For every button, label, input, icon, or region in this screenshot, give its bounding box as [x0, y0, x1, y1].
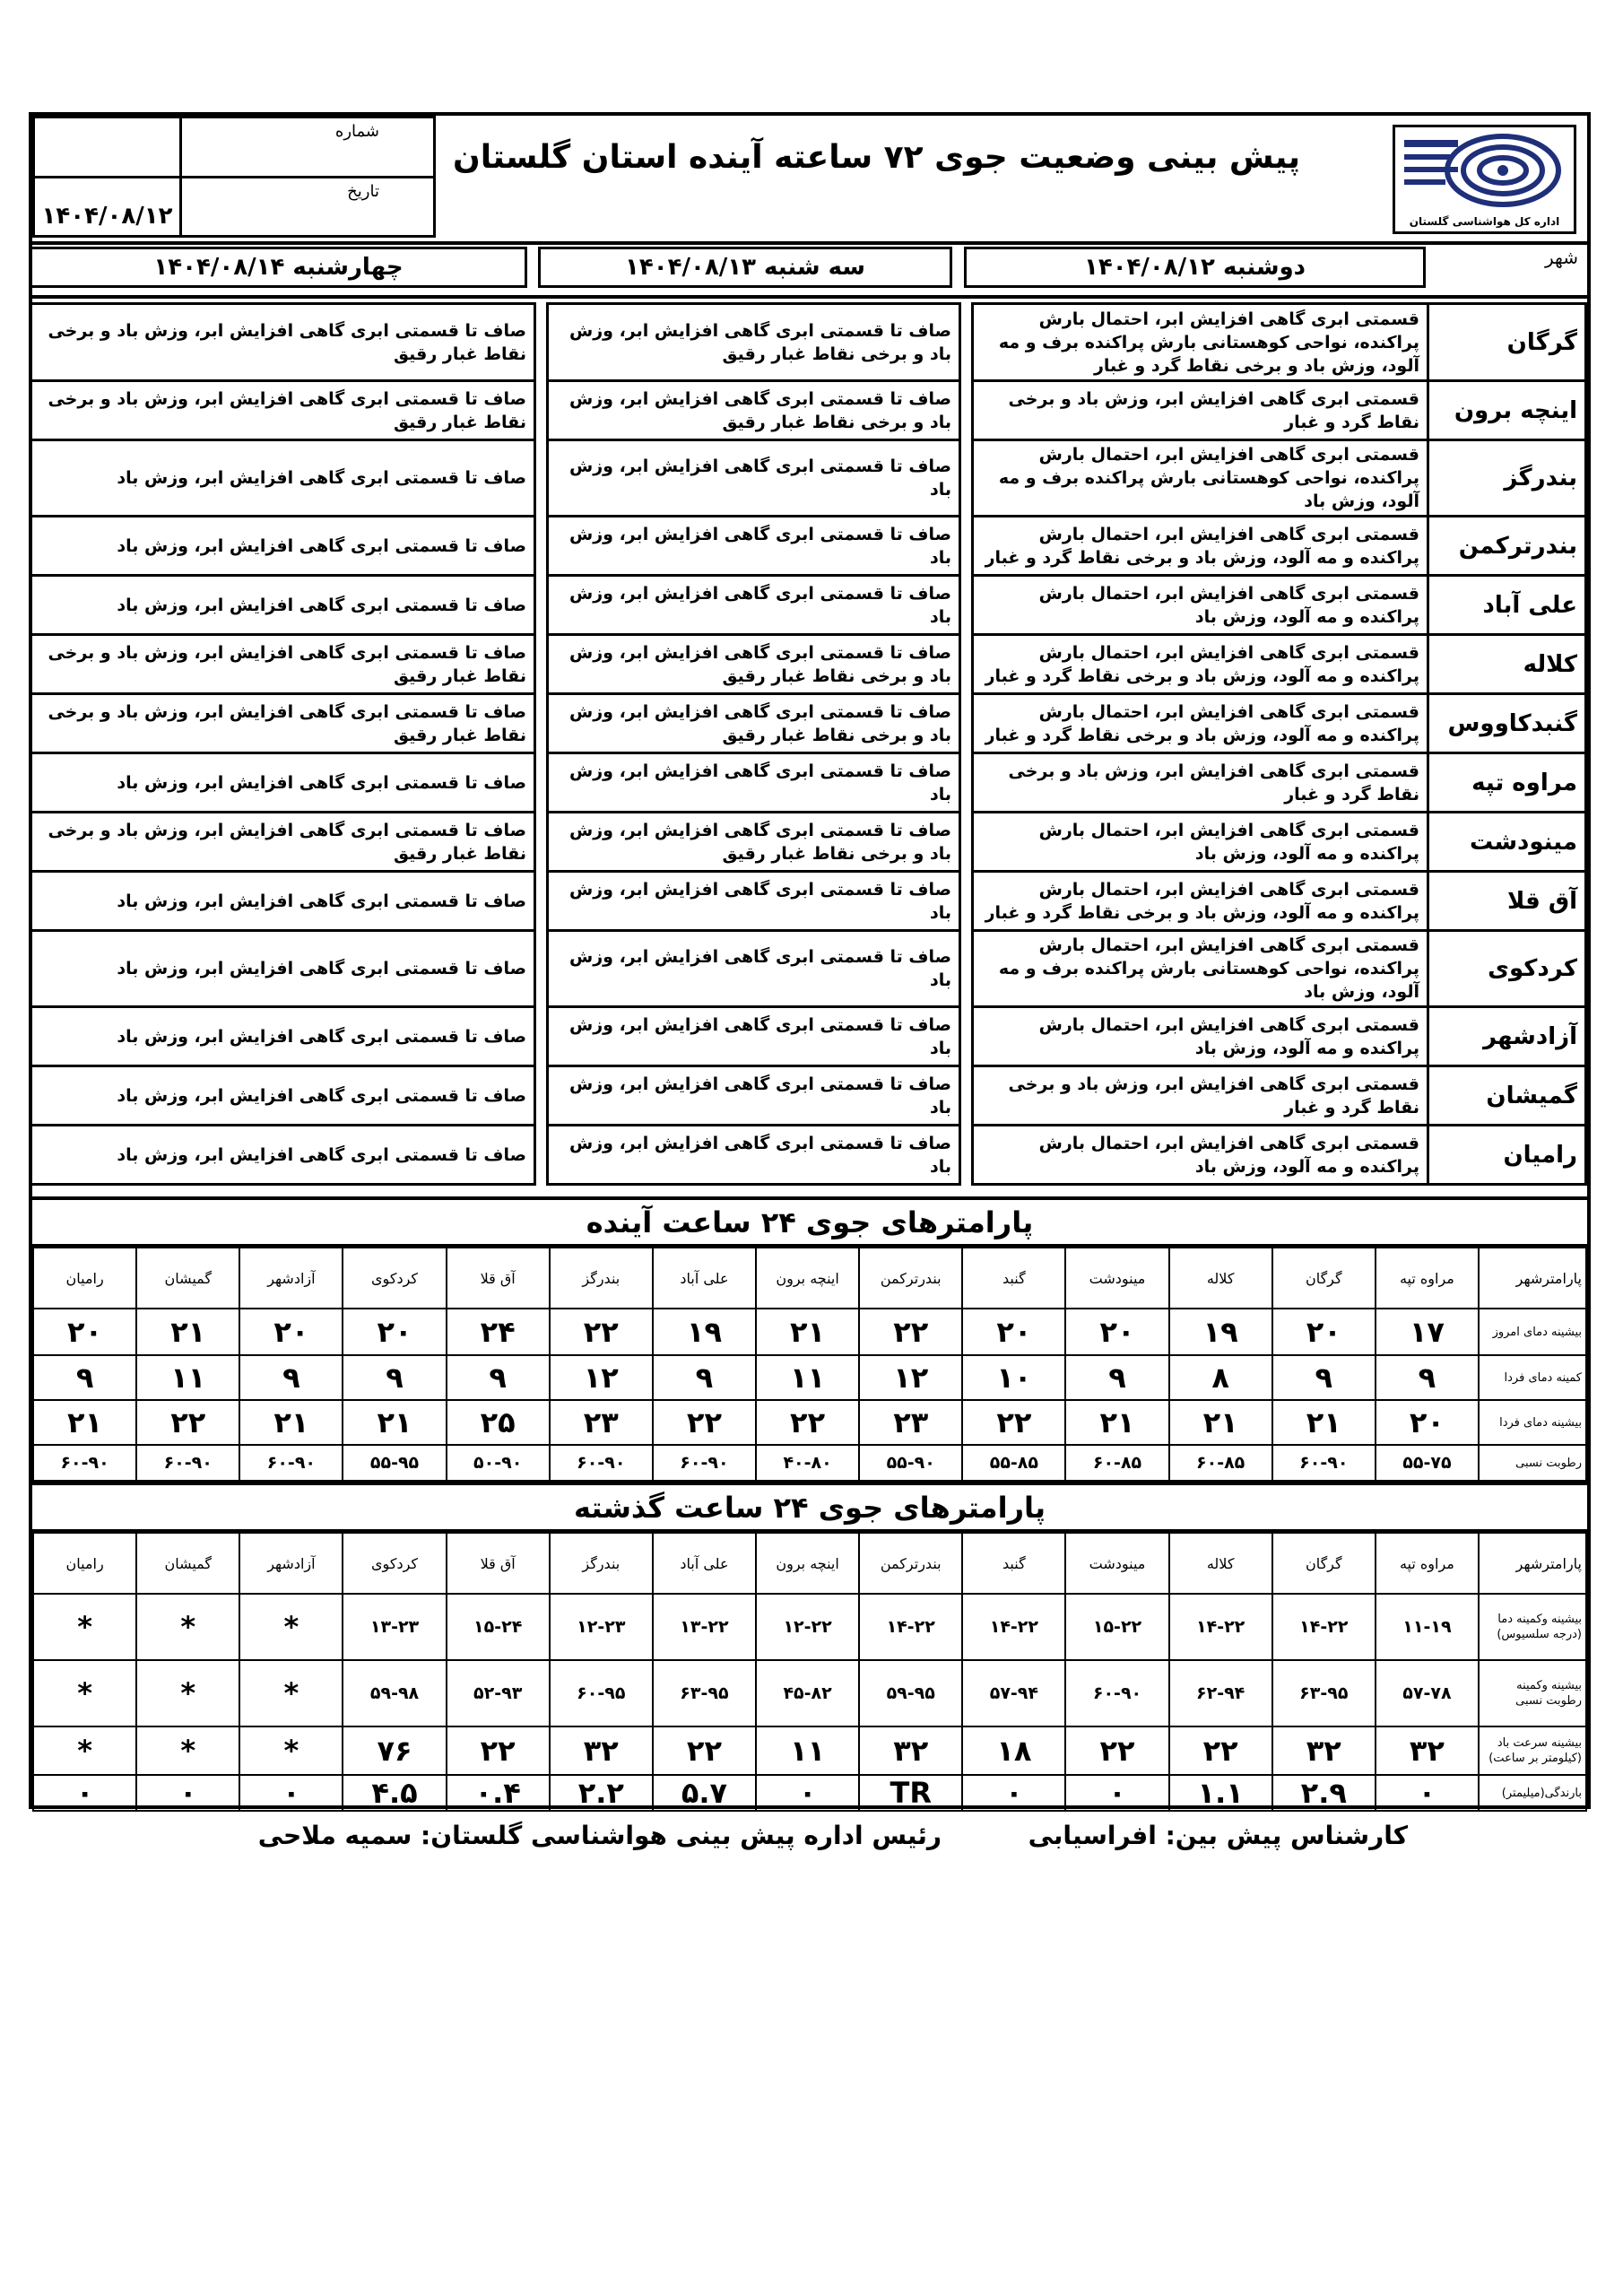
- column-gap: [535, 304, 548, 381]
- column-city: بندرترکمن: [859, 1533, 962, 1594]
- forecast-day1: قسمتی ابری گاهی افزایش ابر، احتمال بارش پراکنده و مه آلود، وزش باد و برخی نقاط گرد و غبار: [973, 635, 1428, 694]
- parameter-value: ۵.۷: [653, 1775, 756, 1811]
- parameter-label: بیشینه وکمینه دما (درجه سلسیوس): [1479, 1594, 1586, 1660]
- parameter-value: ۶۰-۹۰: [550, 1445, 653, 1481]
- column-city: گمیشان: [136, 1248, 239, 1309]
- date-label: تاریخ: [181, 177, 435, 237]
- column-city: کردکوی: [343, 1533, 446, 1594]
- column-gap: [535, 635, 548, 694]
- past24-title: پارامترهای جوی ۲۴ ساعت گذشته: [32, 1482, 1587, 1532]
- parameter-value: *: [239, 1726, 343, 1775]
- parameter-value: ۶۲-۹۴: [1169, 1660, 1272, 1726]
- parameter-value: TR: [859, 1775, 962, 1811]
- next24-data-row: [33, 1400, 1586, 1445]
- column-city: اینچه برون: [756, 1533, 859, 1594]
- column-gap: [960, 576, 973, 635]
- parameter-value: ۳۲: [859, 1726, 962, 1775]
- city-name: علی آباد: [1428, 576, 1586, 635]
- forecast-row: [31, 1066, 1586, 1126]
- forecast-day1: قسمتی ابری گاهی افزایش ابر، احتمال بارش پراکنده، نواحی کوهستانی بارش پراکنده برف و مه آلود، وزش باد و برخی نقاط گرد و غبار: [973, 304, 1428, 381]
- parameter-value: ۲۱: [239, 1400, 343, 1445]
- column-gap: [535, 517, 548, 576]
- parameter-value: ۹: [239, 1355, 343, 1400]
- past24-data-row: [33, 1726, 1586, 1775]
- forecast-day2: صاف تا قسمتی ابری گاهی افزایش ابر، وزش باد و برخی نقاط غبار رقیق: [548, 304, 960, 381]
- column-city: علی آباد: [653, 1248, 756, 1309]
- column-city: علی آباد: [653, 1533, 756, 1594]
- parameter-value: ۱۱-۱۹: [1376, 1594, 1479, 1660]
- meteorological-logo-icon: [1395, 127, 1574, 213]
- forecast-day1: قسمتی ابری گاهی افزایش ابر، احتمال بارش پراکنده و مه آلود، وزش باد: [973, 576, 1428, 635]
- parameter-value: ۲۲: [550, 1309, 653, 1355]
- parameter-value: ۲۱: [343, 1400, 446, 1445]
- parameter-label: بیشینه وکمینه رطوبت نسبی: [1479, 1660, 1586, 1726]
- forecast-day3: صاف تا قسمتی ابری گاهی افزایش ابر، وزش باد: [31, 1126, 535, 1185]
- parameter-value: ۰: [962, 1775, 1065, 1811]
- forecast-day1: قسمتی ابری گاهی افزایش ابر، احتمال بارش پراکنده و مه آلود، وزش باد و برخی نقاط گرد و غبار: [973, 872, 1428, 931]
- column-gap: [535, 1007, 548, 1066]
- forecast-day2: صاف تا قسمتی ابری گاهی افزایش ابر، وزش باد: [548, 872, 960, 931]
- column-gap: [535, 753, 548, 813]
- day-header-3: چهارشنبه ۱۴۰۴/۰۸/۱۴: [30, 247, 527, 288]
- parameter-value: ۶۰-۹۰: [239, 1445, 343, 1481]
- column-city: آق قلا: [447, 1248, 550, 1309]
- city-name: بندرگز: [1428, 440, 1586, 517]
- forecast-day2: صاف تا قسمتی ابری گاهی افزایش ابر، وزش باد: [548, 440, 960, 517]
- day-header-2: سه شنبه ۱۴۰۴/۰۸/۱۳: [538, 247, 952, 288]
- parameter-value: ۲۲: [447, 1726, 550, 1775]
- column-gap: [960, 1066, 973, 1126]
- column-gap: [535, 931, 548, 1007]
- column-city: بندرگز: [550, 1248, 653, 1309]
- column-city: مینودشت: [1065, 1533, 1168, 1594]
- column-gap: [535, 872, 548, 931]
- parameter-value: ۲۳: [550, 1400, 653, 1445]
- parameter-value: ۱۰: [962, 1355, 1065, 1400]
- column-gap: [960, 1126, 973, 1185]
- parameter-value: ۲۴: [447, 1309, 550, 1355]
- parameter-value: ۲۱: [756, 1309, 859, 1355]
- parameter-value: ۱۱: [756, 1726, 859, 1775]
- parameter-value: ۱۴-۲۲: [1272, 1594, 1376, 1660]
- column-gap: [535, 1066, 548, 1126]
- forecast-day2: صاف تا قسمتی ابری گاهی افزایش ابر، وزش باد: [548, 753, 960, 813]
- past24-data-row: [33, 1775, 1586, 1811]
- head-signature: رئیس اداره پیش بینی هواشناسی گلستان: سمیه ملاحی: [257, 1821, 942, 1850]
- column-city: اینچه برون: [756, 1248, 859, 1309]
- parameter-label: کمینه دمای فردا: [1479, 1355, 1586, 1400]
- forecast-day2: صاف تا قسمتی ابری گاهی افزایش ابر، وزش باد: [548, 576, 960, 635]
- forecaster-signature: کارشناس پیش بین: افراسیابی: [1028, 1821, 1408, 1850]
- forecast-day3: صاف تا قسمتی ابری گاهی افزایش ابر، وزش باد و برخی نقاط غبار رقیق: [31, 813, 535, 872]
- parameter-value: ۶۰-۹۰: [33, 1445, 136, 1481]
- column-city: گرگان: [1272, 1248, 1376, 1309]
- forecast-day1: قسمتی ابری گاهی افزایش ابر، احتمال بارش پراکنده، نواحی کوهستانی بارش پراکنده برف و مه آلود، وزش باد: [973, 440, 1428, 517]
- past24-data-row: [33, 1594, 1586, 1660]
- forecast-day2: صاف تا قسمتی ابری گاهی افزایش ابر، وزش باد: [548, 1066, 960, 1126]
- parameter-value: ۹: [447, 1355, 550, 1400]
- forecast-day2: صاف تا قسمتی ابری گاهی افزایش ابر، وزش باد و برخی نقاط غبار رقیق: [548, 694, 960, 753]
- forecast-day3: صاف تا قسمتی ابری گاهی افزایش ابر، وزش باد و برخی نقاط غبار رقیق: [31, 304, 535, 381]
- parameter-value: ۲۰: [1376, 1400, 1479, 1445]
- parameter-value: ۶۳-۹۵: [1272, 1660, 1376, 1726]
- city-name: رامیان: [1428, 1126, 1586, 1185]
- parameter-value: ۱۷: [1376, 1309, 1479, 1355]
- next24-data-row: [33, 1355, 1586, 1400]
- forecast-table: [32, 302, 1587, 1186]
- past24-data-row: [33, 1660, 1586, 1726]
- forecast-day2: صاف تا قسمتی ابری گاهی افزایش ابر، وزش باد و برخی نقاط غبار رقیق: [548, 635, 960, 694]
- parameter-value: ۲۱: [136, 1309, 239, 1355]
- parameter-value: ۹: [1376, 1355, 1479, 1400]
- next24-data-row: [33, 1309, 1586, 1355]
- parameter-value: ۶۰-۹۰: [653, 1445, 756, 1481]
- parameter-value: ۲۲: [859, 1309, 962, 1355]
- column-city: کلاله: [1169, 1248, 1272, 1309]
- parameter-value: ۶۰-۹۵: [550, 1660, 653, 1726]
- column-gap: [960, 517, 973, 576]
- parameter-value: ۵۹-۹۸: [343, 1660, 446, 1726]
- parameter-value: ۵۵-۸۵: [962, 1445, 1065, 1481]
- logo: [1393, 125, 1576, 234]
- parameter-value: ۲۰: [1065, 1309, 1168, 1355]
- column-city: رامیان: [33, 1533, 136, 1594]
- column-gap: [960, 440, 973, 517]
- parameter-value: ۵۲-۹۳: [447, 1660, 550, 1726]
- parameter-value: ۰.۴: [447, 1775, 550, 1811]
- column-city: رامیان: [33, 1248, 136, 1309]
- parameter-value: ۵۰-۹۰: [447, 1445, 550, 1481]
- parameter-value: ۶۰-۹۰: [1065, 1660, 1168, 1726]
- parameter-value: ۲۰: [239, 1309, 343, 1355]
- forecast-day2: صاف تا قسمتی ابری گاهی افزایش ابر، وزش باد: [548, 1126, 960, 1185]
- forecast-day1: قسمتی ابری گاهی افزایش ابر، احتمال بارش پراکنده و مه آلود، وزش باد: [973, 1007, 1428, 1066]
- parameter-value: ۶۰-۸۵: [1169, 1445, 1272, 1481]
- column-city: مراوه تپه: [1376, 1533, 1479, 1594]
- city-name: آزادشهر: [1428, 1007, 1586, 1066]
- parameter-value: ۰: [1376, 1775, 1479, 1811]
- parameter-value: ۱۲: [550, 1355, 653, 1400]
- parameter-value: ۶۳-۹۵: [653, 1660, 756, 1726]
- forecast-day3: صاف تا قسمتی ابری گاهی افزایش ابر، وزش باد: [31, 440, 535, 517]
- column-city: گنبد: [962, 1533, 1065, 1594]
- column-gap: [960, 694, 973, 753]
- parameter-value: ۶۰-۸۵: [1065, 1445, 1168, 1481]
- parameter-value: ۹: [343, 1355, 446, 1400]
- column-gap: [960, 872, 973, 931]
- column-gap: [535, 813, 548, 872]
- parameter-value: *: [33, 1660, 136, 1726]
- parameter-value: ۲۵: [447, 1400, 550, 1445]
- column-gap: [535, 694, 548, 753]
- parameter-value: ۲۰: [33, 1309, 136, 1355]
- column-city: مینودشت: [1065, 1248, 1168, 1309]
- page-title: پیش بینی وضعیت جوی ۷۲ ساعته آینده استان گلستان: [453, 139, 1300, 176]
- forecast-day1: قسمتی ابری گاهی افزایش ابر، احتمال بارش پراکنده و مه آلود، وزش باد: [973, 813, 1428, 872]
- forecast-day1: قسمتی ابری گاهی افزایش ابر، احتمال بارش پراکنده، نواحی کوهستانی بارش پراکنده برف و مه آلود، وزش باد: [973, 931, 1428, 1007]
- column-gap: [535, 1126, 548, 1185]
- column-gap: [535, 440, 548, 517]
- forecast-row: [31, 517, 1586, 576]
- column-city: مراوه تپه: [1376, 1248, 1479, 1309]
- parameter-value: ۳۲: [550, 1726, 653, 1775]
- parameter-label: بیشینه دمای امروز: [1479, 1309, 1586, 1355]
- parameter-value: *: [239, 1660, 343, 1726]
- forecast-day2: صاف تا قسمتی ابری گاهی افزایش ابر، وزش باد و برخی نقاط غبار رقیق: [548, 381, 960, 440]
- parameter-value: ۱۱: [756, 1355, 859, 1400]
- parameter-value: *: [136, 1594, 239, 1660]
- forecast-row: [31, 304, 1586, 381]
- parameter-value: ۵۹-۹۵: [859, 1660, 962, 1726]
- city-column-label: شهر: [1544, 247, 1578, 268]
- parameter-value: *: [136, 1660, 239, 1726]
- parameter-value: ۱۲: [859, 1355, 962, 1400]
- column-gap: [535, 576, 548, 635]
- city-name: کلاله: [1428, 635, 1586, 694]
- parameter-value: ۱.۱: [1169, 1775, 1272, 1811]
- parameter-value: ۲۲: [1169, 1726, 1272, 1775]
- forecast-row: [31, 753, 1586, 813]
- parameter-value: ۰: [1065, 1775, 1168, 1811]
- number-label: شماره: [181, 117, 435, 178]
- parameter-value: ۶۰-۹۰: [1272, 1445, 1376, 1481]
- city-name: گمیشان: [1428, 1066, 1586, 1126]
- forecast-day3: صاف تا قسمتی ابری گاهی افزایش ابر، وزش باد: [31, 753, 535, 813]
- forecast-row: [31, 931, 1586, 1007]
- parameter-value: ۱۲-۲۲: [756, 1594, 859, 1660]
- parameter-value: ۲۲: [653, 1400, 756, 1445]
- forecast-row: [31, 1126, 1586, 1185]
- forecast-day1: قسمتی ابری گاهی افزایش ابر، وزش باد و برخی نقاط گرد و غبار: [973, 1066, 1428, 1126]
- column-city: بندرترکمن: [859, 1248, 962, 1309]
- parameter-value: ۱۹: [1169, 1309, 1272, 1355]
- forecast-row: [31, 813, 1586, 872]
- forecast-day3: صاف تا قسمتی ابری گاهی افزایش ابر، وزش باد: [31, 517, 535, 576]
- parameter-value: ۲۱: [1065, 1400, 1168, 1445]
- parameter-value: *: [239, 1594, 343, 1660]
- forecast-row: [31, 381, 1586, 440]
- parameter-value: ۳۲: [1272, 1726, 1376, 1775]
- parameter-value: ۱۵-۲۴: [447, 1594, 550, 1660]
- city-name: گنبدکاووس: [1428, 694, 1586, 753]
- day-header-1: دوشنبه ۱۴۰۴/۰۸/۱۲: [964, 247, 1426, 288]
- forecast-day3: صاف تا قسمتی ابری گاهی افزایش ابر، وزش باد: [31, 1007, 535, 1066]
- parameter-value: ۱۴-۲۲: [1169, 1594, 1272, 1660]
- column-gap: [960, 931, 973, 1007]
- parameter-value: ۲۲: [653, 1726, 756, 1775]
- parameter-value: ۰: [136, 1775, 239, 1811]
- next24-data-row: [33, 1445, 1586, 1481]
- city-name: اینچه برون: [1428, 381, 1586, 440]
- forecast-day3: صاف تا قسمتی ابری گاهی افزایش ابر، وزش باد و برخی نقاط غبار رقیق: [31, 635, 535, 694]
- column-city: گرگان: [1272, 1533, 1376, 1594]
- column-city: کلاله: [1169, 1533, 1272, 1594]
- parameter-value: ۱۳-۲۲: [653, 1594, 756, 1660]
- parameter-value: ۰: [33, 1775, 136, 1811]
- forecast-row: [31, 576, 1586, 635]
- column-gap: [960, 813, 973, 872]
- forecast-day3: صاف تا قسمتی ابری گاهی افزایش ابر، وزش باد: [31, 872, 535, 931]
- forecast-day3: صاف تا قسمتی ابری گاهی افزایش ابر، وزش باد: [31, 931, 535, 1007]
- parameter-value: ۱۴-۲۲: [962, 1594, 1065, 1660]
- city-name: بندرترکمن: [1428, 517, 1586, 576]
- column-gap: [960, 304, 973, 381]
- past24-table: [32, 1532, 1587, 1812]
- parameter-value: ۱۵-۲۲: [1065, 1594, 1168, 1660]
- logo-caption: اداره کل هواشناسی گلستان: [1409, 215, 1560, 228]
- forecast-row: [31, 1007, 1586, 1066]
- parameter-value: ۲.۲: [550, 1775, 653, 1811]
- column-city: آق قلا: [447, 1533, 550, 1594]
- forecast-row: [31, 635, 1586, 694]
- forecast-day1: قسمتی ابری گاهی افزایش ابر، احتمال بارش پراکنده و مه آلود، وزش باد و برخی نقاط گرد و غبار: [973, 694, 1428, 753]
- city-name: گرگان: [1428, 304, 1586, 381]
- date-value: ۱۴۰۴/۰۸/۱۲: [34, 177, 181, 237]
- meta-box: [32, 116, 436, 238]
- corner-label: پارامترشهر: [1479, 1248, 1586, 1309]
- forecast-row: [31, 872, 1586, 931]
- parameter-value: ۴.۵: [343, 1775, 446, 1811]
- column-gap: [535, 381, 548, 440]
- forecast-day1: قسمتی ابری گاهی افزایش ابر، وزش باد و برخی نقاط گرد و غبار: [973, 753, 1428, 813]
- parameter-value: ۲۲: [756, 1400, 859, 1445]
- parameter-value: ۶۰-۹۰: [136, 1445, 239, 1481]
- parameter-value: ۲۰: [343, 1309, 446, 1355]
- parameter-value: *: [33, 1726, 136, 1775]
- column-gap: [960, 1007, 973, 1066]
- parameter-value: ۱۹: [653, 1309, 756, 1355]
- parameter-value: ۵۷-۹۴: [962, 1660, 1065, 1726]
- forecast-row: [31, 440, 1586, 517]
- parameter-value: ۲۲: [136, 1400, 239, 1445]
- parameter-value: ۹: [33, 1355, 136, 1400]
- parameter-label: بیشینه سرعت باد (کیلومتر بر ساعت): [1479, 1726, 1586, 1775]
- parameter-value: ۲۲: [962, 1400, 1065, 1445]
- parameter-value: ۹: [653, 1355, 756, 1400]
- column-city: آزادشهر: [239, 1533, 343, 1594]
- parameter-value: ۲۳: [859, 1400, 962, 1445]
- column-gap: [960, 635, 973, 694]
- parameter-value: ۳۲: [1376, 1726, 1479, 1775]
- forecast-day2: صاف تا قسمتی ابری گاهی افزایش ابر، وزش باد: [548, 1007, 960, 1066]
- forecast-day3: صاف تا قسمتی ابری گاهی افزایش ابر، وزش باد و برخی نقاط غبار رقیق: [31, 694, 535, 753]
- parameter-value: ۹: [1272, 1355, 1376, 1400]
- parameter-value: *: [33, 1594, 136, 1660]
- next24-table: [32, 1247, 1587, 1482]
- forecast-day3: صاف تا قسمتی ابری گاهی افزایش ابر، وزش باد و برخی نقاط غبار رقیق: [31, 381, 535, 440]
- parameter-value: ۲۰: [962, 1309, 1065, 1355]
- next24-title: پارامترهای جوی ۲۴ ساعت آینده: [32, 1196, 1587, 1247]
- parameter-value: ۰: [756, 1775, 859, 1811]
- parameter-label: رطوبت نسبی: [1479, 1445, 1586, 1481]
- parameter-value: ۲.۹: [1272, 1775, 1376, 1811]
- corner-label: پارامترشهر: [1479, 1533, 1586, 1594]
- city-name: مینودشت: [1428, 813, 1586, 872]
- column-city: گنبد: [962, 1248, 1065, 1309]
- parameter-value: *: [136, 1726, 239, 1775]
- column-city: بندرگز: [550, 1533, 653, 1594]
- parameter-label: بیشینه دمای فردا: [1479, 1400, 1586, 1445]
- forecast-day3: صاف تا قسمتی ابری گاهی افزایش ابر، وزش باد: [31, 1066, 535, 1126]
- parameter-value: ۲۱: [33, 1400, 136, 1445]
- column-gap: [960, 381, 973, 440]
- header: [32, 116, 1587, 245]
- forecast-day2: صاف تا قسمتی ابری گاهی افزایش ابر، وزش باد و برخی نقاط غبار رقیق: [548, 813, 960, 872]
- next24-header-row: [33, 1248, 1586, 1309]
- past24-header-row: [33, 1533, 1586, 1594]
- parameter-value: ۴۰-۸۰: [756, 1445, 859, 1481]
- number-value: [34, 117, 181, 178]
- city-name: کردکوی: [1428, 931, 1586, 1007]
- parameter-value: ۲۱: [1272, 1400, 1376, 1445]
- city-name: مراوه تپه: [1428, 753, 1586, 813]
- parameter-value: ۲۰: [1272, 1309, 1376, 1355]
- parameter-value: ۸: [1169, 1355, 1272, 1400]
- forecast-day3: صاف تا قسمتی ابری گاهی افزایش ابر، وزش باد: [31, 576, 535, 635]
- parameter-value: ۱۲-۲۳: [550, 1594, 653, 1660]
- parameter-value: ۲۲: [1065, 1726, 1168, 1775]
- parameter-value: ۴۵-۸۲: [756, 1660, 859, 1726]
- parameter-value: ۲۱: [1169, 1400, 1272, 1445]
- column-gap: [960, 753, 973, 813]
- forecast-day1: قسمتی ابری گاهی افزایش ابر، احتمال بارش پراکنده و مه آلود، وزش باد: [973, 1126, 1428, 1185]
- forecast-sheet: [29, 112, 1591, 1809]
- parameter-label: بارندگی(میلیمتر): [1479, 1775, 1586, 1811]
- forecast-row: [31, 694, 1586, 753]
- forecast-day1: قسمتی ابری گاهی افزایش ابر، احتمال بارش پراکنده و مه آلود، وزش باد و برخی نقاط گرد و غبار: [973, 517, 1428, 576]
- days-bar: [32, 241, 1587, 299]
- forecast-day2: صاف تا قسمتی ابری گاهی افزایش ابر، وزش باد: [548, 517, 960, 576]
- forecast-day2: صاف تا قسمتی ابری گاهی افزایش ابر، وزش باد: [548, 931, 960, 1007]
- parameter-value: ۱۴-۲۲: [859, 1594, 962, 1660]
- parameter-value: ۵۵-۷۵: [1376, 1445, 1479, 1481]
- parameter-value: ۵۷-۷۸: [1376, 1660, 1479, 1726]
- parameter-value: ۵۵-۹۵: [343, 1445, 446, 1481]
- parameter-value: ۱۳-۲۳: [343, 1594, 446, 1660]
- city-name: آق قلا: [1428, 872, 1586, 931]
- column-city: آزادشهر: [239, 1248, 343, 1309]
- parameter-value: ۰: [239, 1775, 343, 1811]
- column-city: کردکوی: [343, 1248, 446, 1309]
- parameter-value: ۹: [1065, 1355, 1168, 1400]
- parameter-value: ۱۸: [962, 1726, 1065, 1775]
- parameter-value: ۱۱: [136, 1355, 239, 1400]
- parameter-value: ۷۶: [343, 1726, 446, 1775]
- parameter-value: ۵۵-۹۰: [859, 1445, 962, 1481]
- column-city: گمیشان: [136, 1533, 239, 1594]
- forecast-day1: قسمتی ابری گاهی افزایش ابر، وزش باد و برخی نقاط گرد و غبار: [973, 381, 1428, 440]
